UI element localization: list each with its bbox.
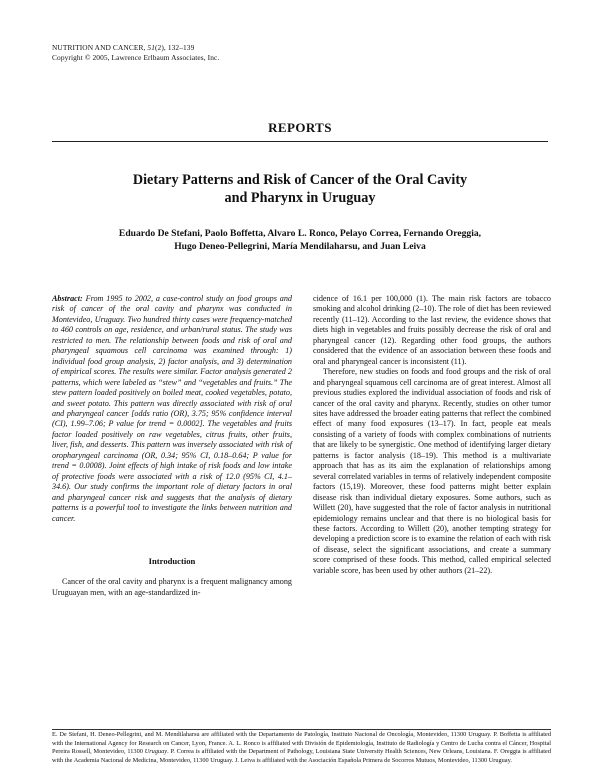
abstract-text: From 1995 to 2002, a case-control study on food groups and risk of cancer of the oral cavity and pharynx was conducted in Montevideo, Uruguay. Two hundred thirty cases were frequency-matched to 460 controls on age, residence, and urban/rural status. The study was restricted to men. The relationship between foods and risk of oral and pharyngeal squamous cell carcinoma was examined through: 1) individual food group analysis, 2) factor analysis, and 3) determination of empirical scores. The results were similar. Factor analysis generated 2 patterns, which were labeled as “stew” and “vegetables and fruits.” The stew pattern loaded positively on boiled meat, cooked vegetables, potato, and sweet potato. This pattern was directly associated with risk of oral and pharyngeal cancer [odds ratio (OR), 3.75; 95% confidence interval (CI), 1.99–7.06; P value for trend = 0.0002]. The vegetables and fruits factor loaded positively on raw vegetables, citrus fruits, other fruits, liver, fish, and desserts. This pattern was inversely associated with risk of oropharyngeal carcinoma (OR, 0.34; 95% CI, 0.18–0.64; P value for trend = 0.0008). Joint effects of high intake of risk foods and low intake of protective foods were associated with a risk of 12.0 (95% CI, 4.1–34.6). Our study confirms the important role of dietary factors in oral and pharyngeal cancer risk and suggests that the analysis of dietary patterns is a powerful tool to investigate the links between nutrition and cancer. bbox=[52, 294, 292, 523]
abstract-label: Abstract: bbox=[52, 294, 83, 303]
right-column bbox=[313, 294, 551, 576]
title-line-1: Dietary Patterns and Risk of Cancer of the Oral Cavity bbox=[132, 172, 468, 188]
left-column bbox=[52, 294, 292, 598]
authors-line-2: Hugo Deneo-Pellegrini, María Mendilaharsu, and Juan Leiva bbox=[174, 241, 426, 252]
intro-paragraph-1: Cancer of the oral cavity and pharynx is a frequent malignancy among Uruguayan men, with an age-standardized in- bbox=[52, 577, 292, 597]
section-rule bbox=[52, 141, 548, 142]
footnote-part-1: E. De Stefani, H. Deneo-Pellegrini, and M. Mendilaharsu are affiliated with the Departamento de Patología, Instituto Nacional de Oncología, Montevideo, 11300 Uruguay. P. Boffetta is affiliated with the International Agency for Research on Cancer, Lyon, France. A. L. Ronco is affiliated with División de Epidemiología, Instituto de Radiología y Centro de Lucha contra el Cáncer, Hospital Pereira Rossell, Montevideo, 11300 bbox=[52, 731, 551, 756]
journal-name: NUTRITION AND CANCER, bbox=[52, 43, 148, 52]
abstract bbox=[52, 294, 292, 524]
intro-paragraph-1-continued: cidence of 16.1 per 100,000 (1). The main risk factors are tobacco smoking and alcohol drinking (2–10). The role of diet has been reviewed recently (11–12). According to the last review, the evidence shows that diets high in vegetables and fruits possibly decrease the risk of oral and pharyngeal cancer (12). Regarding other food groups, the authors considered that the evidence of an association between these foods and oral and pharyngeal cancer is inconsistent (11). bbox=[313, 294, 551, 366]
title-line-2: and Pharynx in Uruguay bbox=[224, 190, 376, 206]
copyright-line: Copyright © 2005, Lawrence Erlbaum Associates, Inc. bbox=[52, 53, 220, 62]
journal-issue-pages: (2), 132–139 bbox=[155, 43, 195, 52]
authors-line-1: Eduardo De Stefani, Paolo Boffetta, Alvaro L. Ronco, Pelayo Correa, Fernando Oreggia, bbox=[118, 228, 482, 239]
author-list bbox=[62, 227, 538, 253]
section-title: REPORTS bbox=[268, 120, 332, 135]
intro-paragraph-2: Therefore, new studies on foods and food groups and the risk of oral and pharyngeal squamous cell carcinoma are of great interest. Almost all previous studies explored the individual association of foods and risk of cancer of the oral cavity and pharynx. Recently, studies on other tumor sites have addressed the broader eating patterns that reflect the combined effect of many food exposures (13–17). In fact, people eat meals consisting of a variety of foods with complex combinations of nutrients that are likely to be synergistic. One method of identifying larger dietary patterns is factor analysis (18–19). This method is a multivariate approach that has as its aim the explanation of relationships among several correlated variables in terms of relatively independent composite factors (15,19). Moreover, these food patterns might better explain disease risk than individual dietary exposures. Some authors, such as Willett (20), have suggested that the role of factor analysis in nutritional epidemiology remains unclear and that there is no biological basis for these factors. According to Willett (20), another tempting strategy for developing a prediction score is to examine the relation of each with risk of disease, select the significant associations, and create a summary score comprised of these foods. This method, called empirical selected variable score, has been used by other authors (21–22). bbox=[313, 367, 551, 575]
affiliation-footnote bbox=[52, 731, 551, 765]
article-title bbox=[70, 171, 530, 207]
footnote-uruguay: Uruguay bbox=[144, 748, 168, 756]
journal-header bbox=[52, 43, 219, 63]
introduction-heading: Introduction bbox=[148, 555, 196, 566]
journal-volume: 51 bbox=[147, 43, 155, 52]
footnote-rule bbox=[52, 729, 551, 730]
footnote-part-2: . P. Correa is affiliated with the Department of Pathology, Louisiana State University Health Sciences, New Orleans, Louisiana. F. Oreggia is affiliated with the Academia Nacional de Medicina, Montevideo, 11300 Uruguay. J. Leiva is affiliated with the Asociación Española Primera de Socorros Mutuos, Montevideo, 11300 Uruguay. bbox=[52, 748, 551, 764]
journal-citation bbox=[52, 43, 219, 53]
